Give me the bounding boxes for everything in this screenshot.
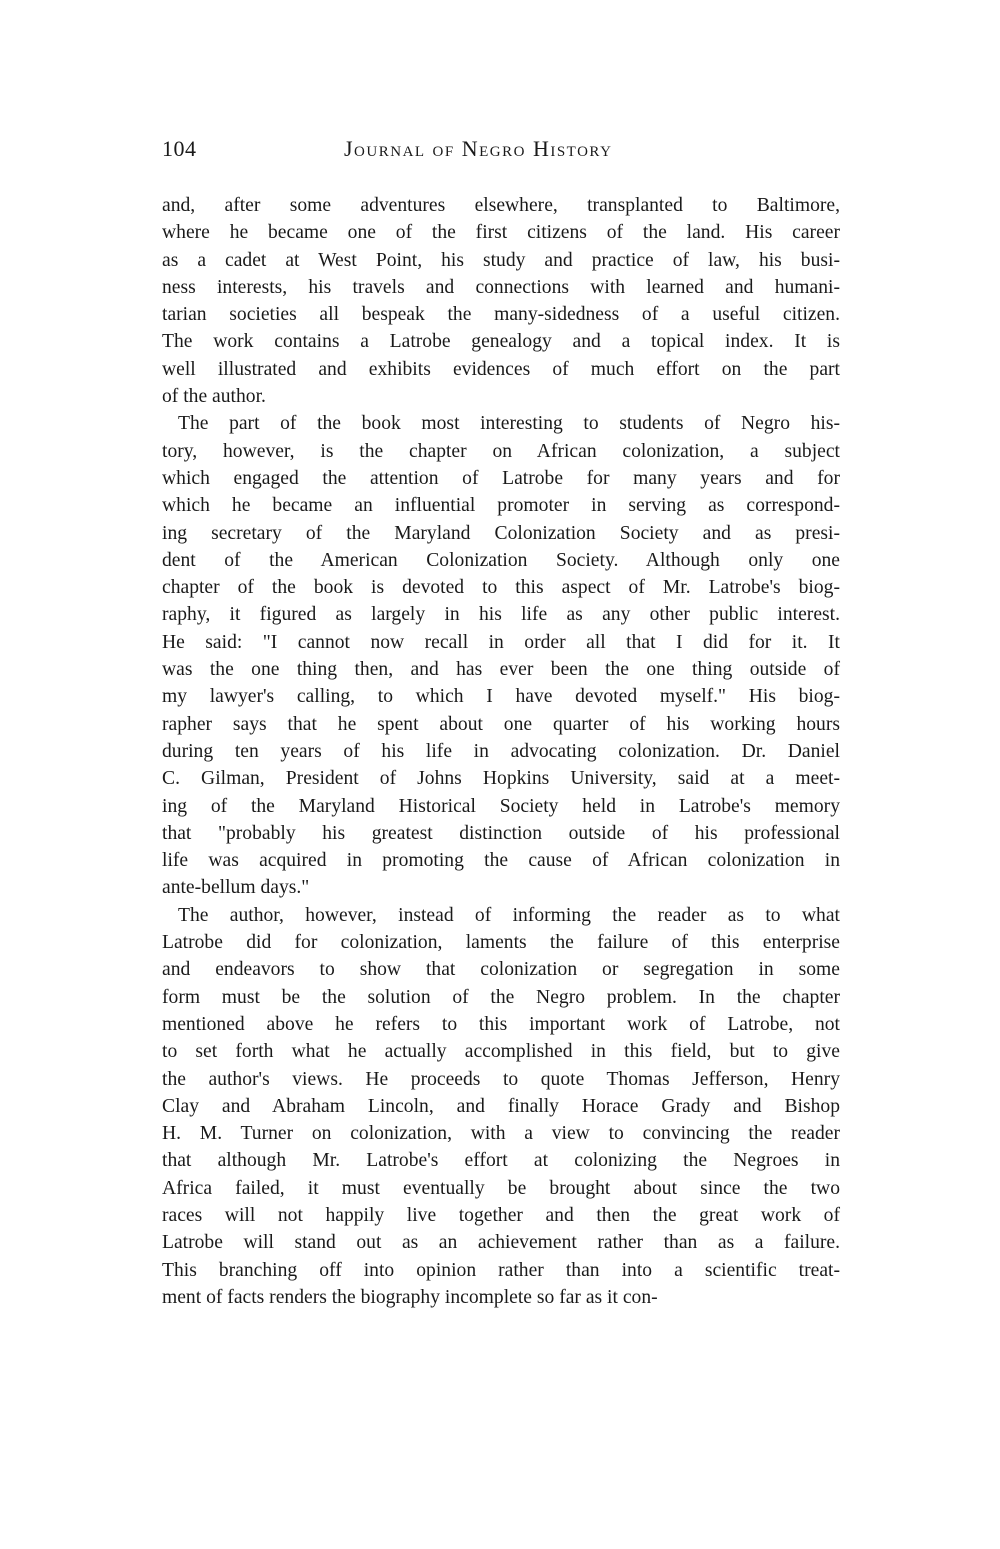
text-line: Latrobe will stand out as an achievement rather than as a failure. [162,1232,840,1254]
text-line: and endeavors to show that colonization or segregation in some [162,959,840,981]
text-line: ing secretary of the Maryland Colonization Society and as presi- [162,522,840,544]
text-line: form must be the solution of the Negro problem. In the chapter [162,986,840,1008]
text-line: chapter of the book is devoted to this aspect of Mr. Latrobe's biog- [162,577,840,599]
text-line: mentioned above he refers to this important work of Latrobe, not [162,1013,840,1035]
text-line: He said: "I cannot now recall in order all that I did for it. It [162,631,840,653]
paragraph [162,192,840,410]
text-line: tory, however, is the chapter on African colonization, a subject [162,440,840,462]
text-line: C. Gilman, President of Johns Hopkins University, said at a meet- [162,768,840,790]
body-text [162,192,840,1311]
text-line: ness interests, his travels and connections with learned and humani- [162,276,840,298]
text-line: which he became an influential promoter in serving as correspond- [162,495,840,517]
text-line: ment of facts renders the biography incomplete so far as it con- [162,1286,658,1308]
text-line: raphy, it figured as largely in his life as any other public interest. [162,604,840,626]
text-line: races will not happily live together and then the great work of [162,1204,840,1226]
text-line: the author's views. He proceeds to quote Thomas Jefferson, Henry [162,1068,840,1090]
text-line: H. M. Turner on colonization, with a view to convincing the reader [162,1123,840,1145]
text-line: during ten years of his life in advocating colonization. Dr. Daniel [162,740,840,762]
page-number: 104 [162,136,197,161]
running-head: Journal of Negro History [344,136,613,161]
text-line: ing of the Maryland Historical Society held in Latrobe's memory [162,795,840,817]
text-line: Africa failed, it must eventually be brought about since the two [162,1177,840,1199]
text-line: as a cadet at West Point, his study and practice of law, his busi- [162,249,840,271]
text-line: to set forth what he actually accomplished in this field, but to give [162,1041,840,1063]
text-line: which engaged the attention of Latrobe for many years and for [162,467,840,489]
text-line: life was acquired in promoting the cause of African colonization in [162,850,840,872]
paragraph [162,902,840,1311]
text-line: was the one thing then, and has ever been the one thing outside of [162,659,840,681]
text-line: well illustrated and exhibits evidences of much effort on the part [162,358,840,380]
text-line: Clay and Abraham Lincoln, and finally Horace Grady and Bishop [162,1095,840,1117]
page-header [162,136,842,172]
text-line: of the author. [162,386,266,408]
text-line: tarian societies all bespeak the many-sidedness of a useful citizen. [162,304,840,326]
text-line: dent of the American Colonization Society. Although only one [162,549,840,571]
text-line: rapher says that he spent about one quarter of his working hours [162,713,840,735]
text-line: This branching off into opinion rather than into a scientific treat- [162,1259,840,1281]
text-line: that "probably his greatest distinction outside of his professional [162,822,840,844]
text-line: my lawyer's calling, to which I have devoted myself." His biog- [162,686,840,708]
text-line: and, after some adventures elsewhere, transplanted to Baltimore, [162,195,840,216]
text-line: The part of the book most interesting to students of Negro his- [178,413,840,435]
text-line: that although Mr. Latrobe's effort at colonizing the Negroes in [162,1150,840,1172]
text-line: The author, however, instead of informing the reader as to what [178,904,840,926]
text-line: where he became one of the first citizens of the land. His career [162,222,840,244]
text-line: ante-bellum days." [162,877,310,899]
text-line: Latrobe did for colonization, laments the failure of this enterprise [162,932,840,954]
paragraph [162,410,840,901]
text-line: The work contains a Latrobe genealogy and a topical index. It is [162,331,840,353]
